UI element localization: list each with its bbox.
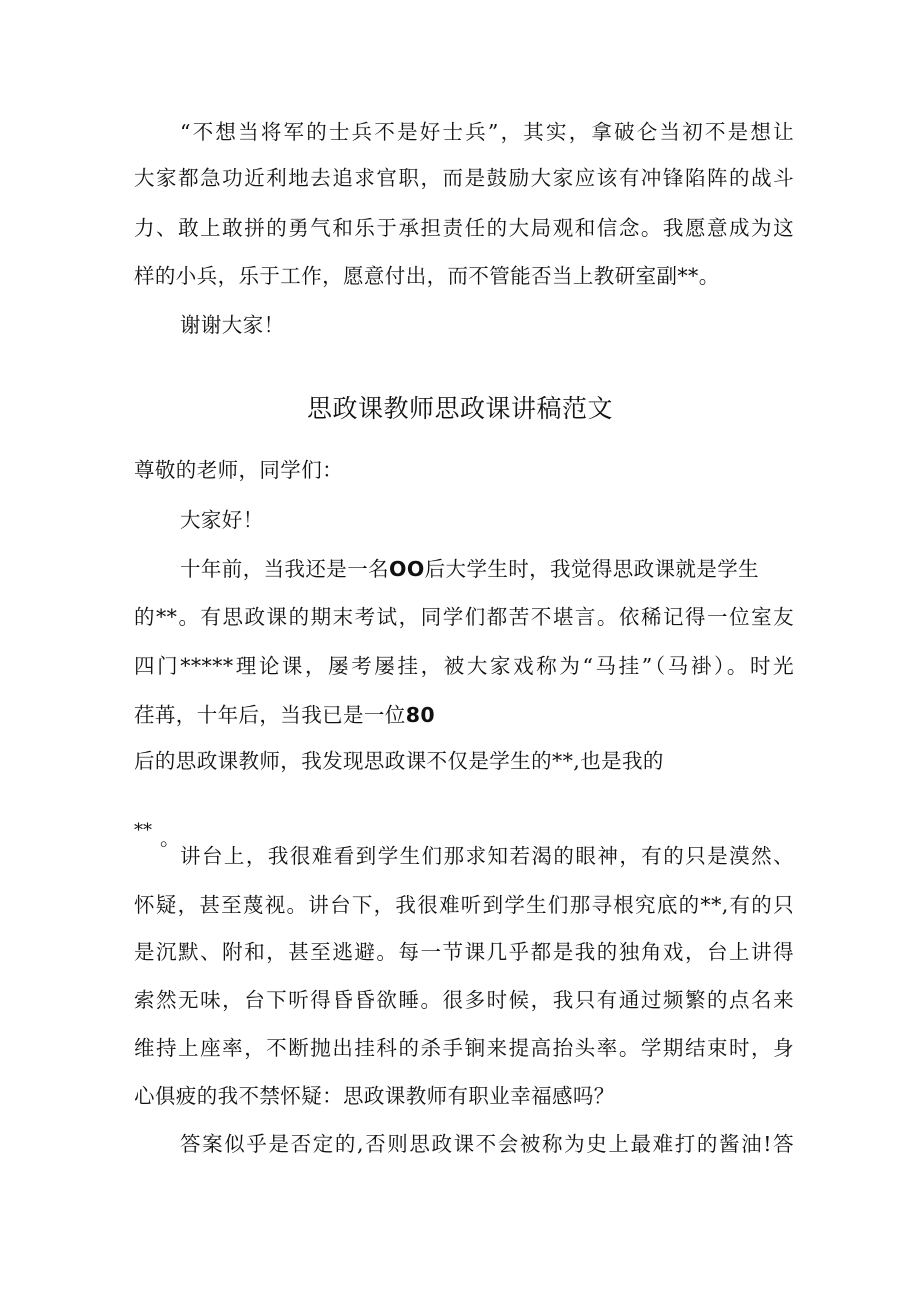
paragraph-3-line-4: 索然无味，台下听得昏昏欲睡。很多时候，我只有通过频繁的点名来 (134, 988, 794, 1012)
greeting: 大家好！ (180, 508, 264, 532)
paragraph-3-line-5: 维持上座率，不断抛出挂科的杀手锏来提高抬头率。学期结束时，身 (134, 1036, 794, 1060)
paragraph-2-line-6-stars: ** (134, 820, 152, 841)
paragraph-3-line-2: 怀疑，甚至蔑视。讲台下，我很难听到学生们那寻根究底的**,有的只 (134, 893, 794, 917)
paragraph-1-line-2: 大家都急功近利地去追求官职，而是鼓励大家应该有冲锋陷阵的战斗 (134, 166, 794, 190)
paragraph-1-line-4: 样的小兵，乐于工作，愿意付出，而不管能否当上教研室副**。 (134, 264, 720, 288)
paragraph-2-line-4-number: 80 (405, 703, 436, 727)
paragraph-2-line-1-part-a: 十年前，当我还是一名 (180, 557, 389, 581)
thanks-text: 谢谢大家！ (180, 313, 285, 337)
paragraph-1-line-1: “不想当将军的士兵不是好士兵”，其实，拿破仑当初不是想让 (180, 120, 794, 144)
paragraph-3-line-6: 心俱疲的我不禁怀疑：思政课教师有职业幸福感吗？ (134, 1084, 615, 1108)
paragraph-3-line-3: 是沉默、附和，甚至逃避。每一节课几乎都是我的独角戏，台上讲得 (134, 940, 794, 964)
paragraph-2-line-1-number: OO (389, 557, 425, 581)
paragraph-2-line-3: 四门*****理论课，屡考屡挂，被大家戏称为“马挂”（马褂）。时光 (134, 654, 794, 678)
paragraph-2-line-6-period: 。 (160, 826, 180, 850)
page-title: 思政课教师思政课讲稿范文 (306, 394, 613, 423)
paragraph-2-line-1 (180, 555, 794, 583)
paragraph-1-line-3: 力、敢上敢拼的勇气和乐于承担责任的大局观和信念。我愿意成为这 (134, 216, 794, 240)
paragraph-2-line-1-part-c: 后大学生时，我觉得思政课就是学生 (424, 557, 760, 581)
paragraph-2-line-5: 后的思政课教师，我发现思政课不仅是学生的**,也是我的 (134, 749, 664, 773)
salutation: 尊敬的老师，同学们： (134, 458, 343, 482)
paragraph-3-line-1: 讲台上，我很难看到学生们那求知若渴的眼神，有的只是漠然、 (180, 844, 794, 868)
paragraph-2-line-4 (134, 701, 794, 729)
paragraph-4-line-1: 答案似乎是否定的,否则思政课不会被称为史上最难打的酱油!答 (180, 1132, 794, 1156)
paragraph-2-line-2: 的**。有思政课的期末考试，同学们都苦不堪言。依稀记得一位室友 (134, 605, 794, 629)
paragraph-2-line-4-part-a: 荏苒，十年后，当我已是一位 (134, 703, 406, 727)
